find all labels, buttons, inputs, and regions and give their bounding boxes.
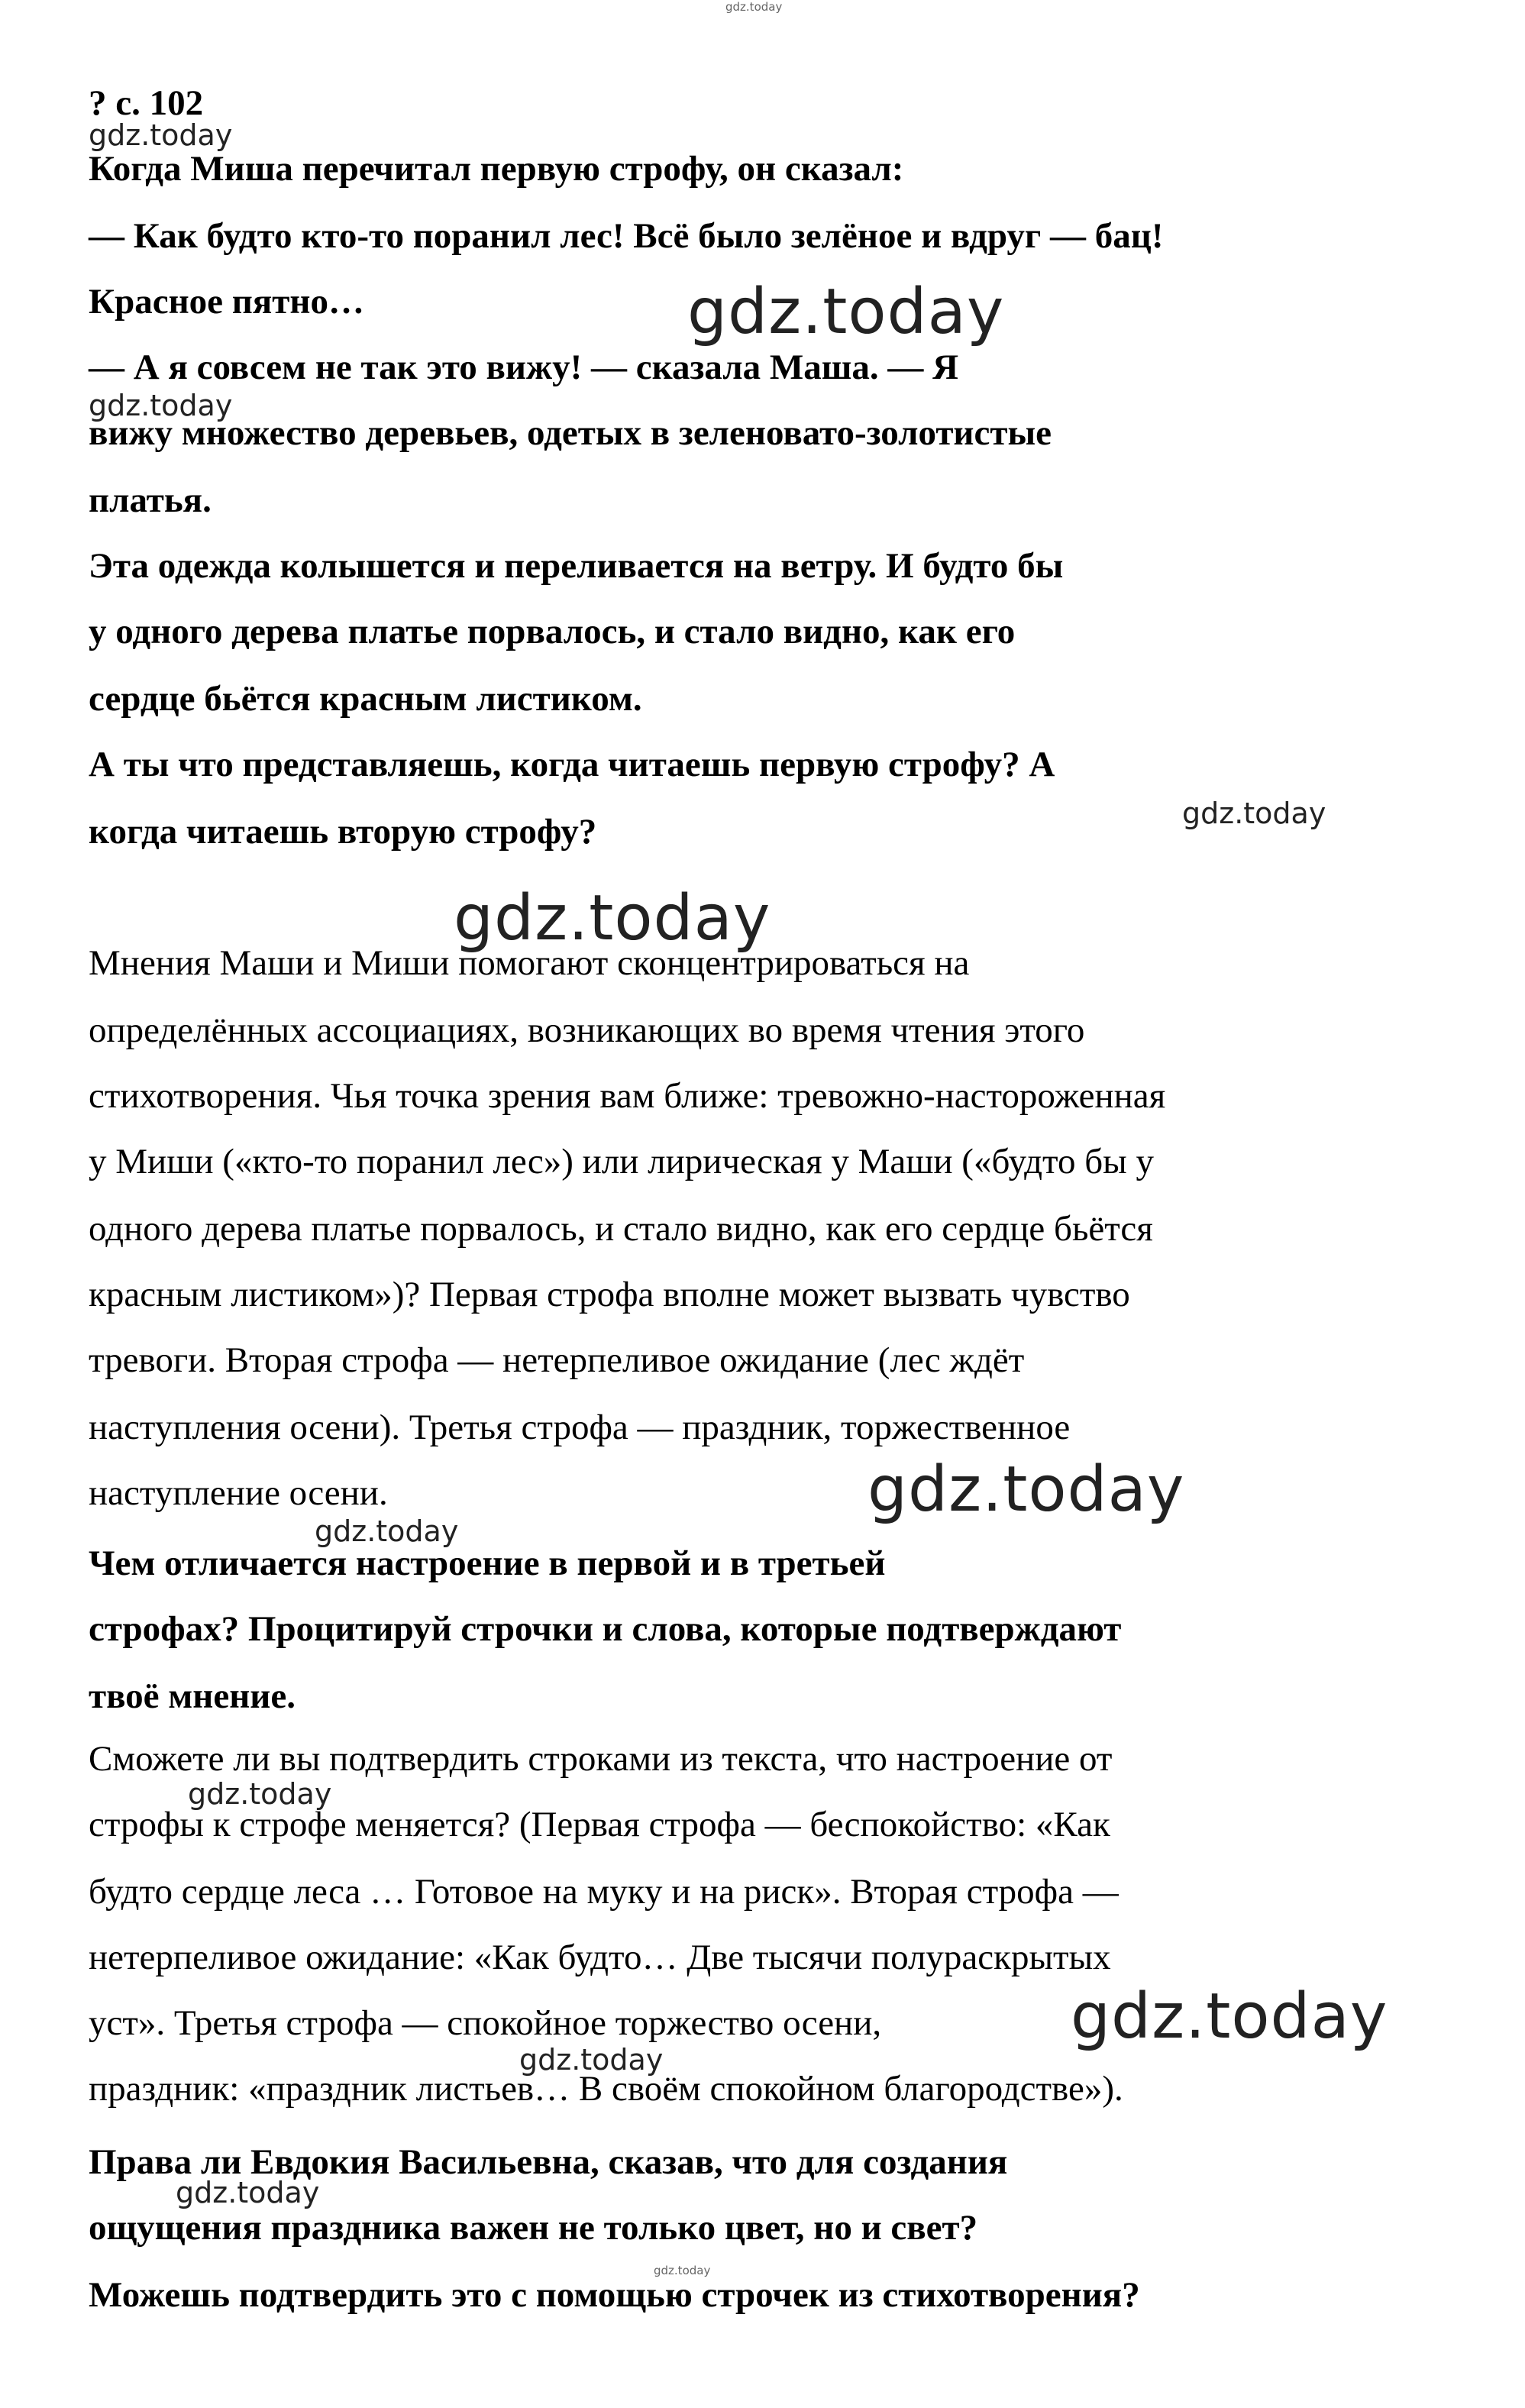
answer-line: нетерпеливое ожидание: «Как будто… Две тысячи полураскрытых — [89, 1938, 1111, 1977]
answer-line: наступление осени. — [89, 1473, 388, 1513]
text-line: — А я совсем не так это вижу! — сказала Маша. — Я — [89, 347, 959, 387]
answer-line: одного дерева платье порвалось, и стало видно, как его сердце бьётся — [89, 1209, 1153, 1249]
text-line: платья. — [89, 480, 212, 520]
watermark: gdz.today — [89, 118, 233, 152]
text-line: у одного дерева платье порвалось, и стало видно, как его — [89, 612, 1016, 651]
question-line: Можешь подтвердить это с помощью строчек из стихотворения? — [89, 2275, 1140, 2315]
watermark: gdz.today — [654, 2264, 711, 2277]
watermark: gdz.today — [89, 389, 233, 422]
answer-line: будто сердце леса … Готовое на муку и на риск». Вторая строфа — — [89, 1872, 1119, 1912]
question-line: строфах? Процитируй строчки и слова, которые подтверждают — [89, 1609, 1122, 1649]
text-line: Красное пятно… — [89, 282, 364, 322]
question-line: когда читаешь вторую строфу? — [89, 812, 597, 852]
text-line: вижу множество деревьев, одетых в зеленовато-золотистые — [89, 413, 1052, 453]
watermark: gdz.today — [454, 882, 771, 955]
page-reference: ? с. 102 — [89, 83, 204, 123]
text-line: сердце бьётся красным листиком. — [89, 679, 642, 719]
answer-line: Мнения Маши и Миши помогают сконцентрироваться на — [89, 943, 970, 983]
answer-line: строфы к строфе меняется? (Первая строфа — беспокойство: «Как — [89, 1805, 1110, 1844]
text-line: Когда Миша перечитал первую строфу, он сказал: — [89, 149, 904, 189]
text-line: Эта одежда колышется и переливается на ветру. И будто бы — [89, 546, 1064, 586]
question-line: ощущения праздника важен не только цвет, но и свет? — [89, 2208, 978, 2248]
answer-line: определённых ассоциациях, возникающих во время чтения этого — [89, 1010, 1085, 1050]
watermark: gdz.today — [868, 1453, 1185, 1526]
question-line: твоё мнение. — [89, 1676, 296, 1716]
watermark: gdz.today — [687, 276, 1005, 348]
watermark: gdz.today — [725, 0, 783, 14]
question-line: А ты что представляешь, когда читаешь первую строфу? А — [89, 745, 1055, 784]
answer-line: тревоги. Вторая строфа — нетерпеливое ожидание (лес ждёт — [89, 1340, 1025, 1380]
watermark: gdz.today — [188, 1777, 332, 1811]
question-line: Права ли Евдокия Васильевна, сказав, что для создания — [89, 2142, 1008, 2182]
watermark: gdz.today — [315, 1514, 459, 1548]
answer-line: уст». Третья строфа — спокойное торжество осени, — [89, 2003, 882, 2043]
watermark: gdz.today — [519, 2043, 664, 2077]
watermark: gdz.today — [1182, 797, 1326, 830]
answer-line: Сможете ли вы подтвердить строками из текста, что настроение от — [89, 1739, 1113, 1779]
question-line: Чем отличается настроение в первой и в третьей — [89, 1543, 886, 1583]
watermark: gdz.today — [1071, 1980, 1388, 2053]
answer-line: у Миши («кто-то поранил лес») или лирическая у Маши («будто бы у — [89, 1142, 1154, 1181]
watermark: gdz.today — [176, 2176, 320, 2209]
answer-line: красным листиком»)? Первая строфа вполне может вызвать чувство — [89, 1275, 1130, 1314]
text-line: — Как будто кто-то поранил лес! Всё было зелёное и вдруг — бац! — [89, 216, 1164, 256]
answer-line: стихотворения. Чья точка зрения вам ближе: тревожно-настороженная — [89, 1076, 1166, 1116]
answer-line: наступления осени). Третья строфа — праздник, торжественное — [89, 1408, 1071, 1447]
answer-line: праздник: «праздник листьев… В своём спокойном благородстве»). — [89, 2069, 1123, 2109]
